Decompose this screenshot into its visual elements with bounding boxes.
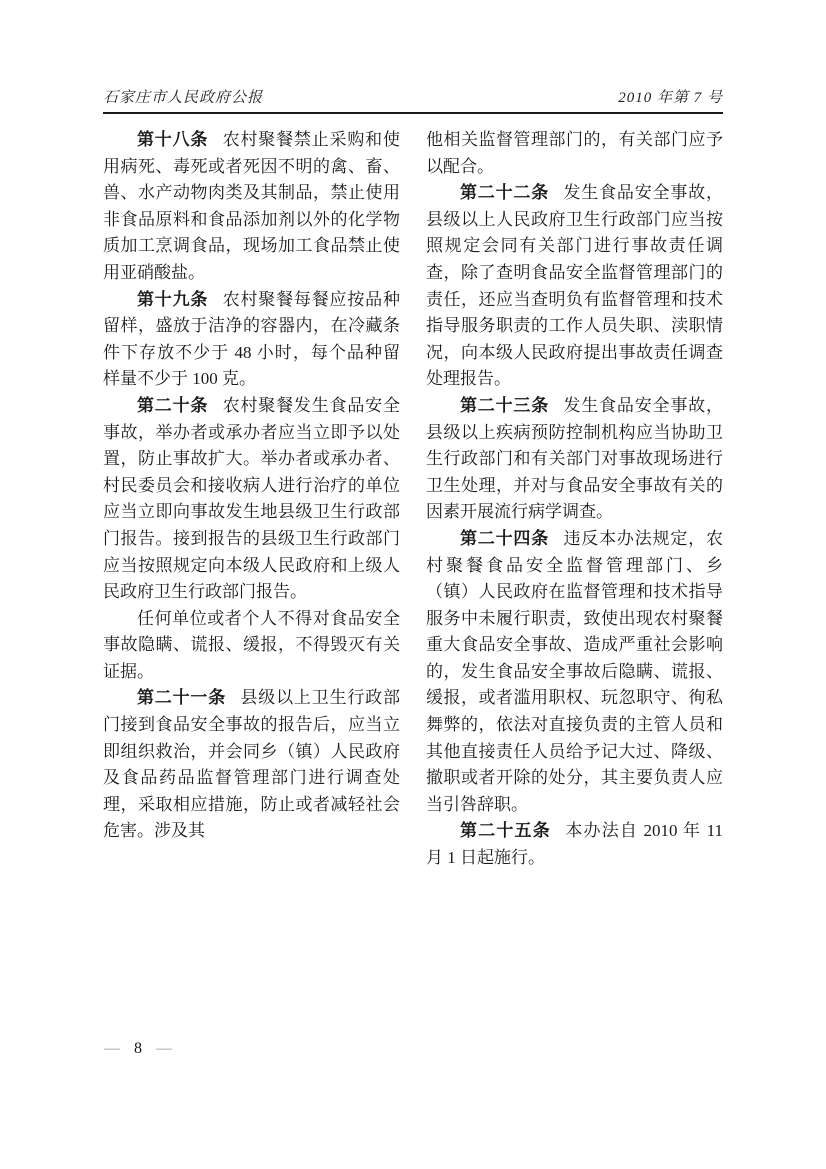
article-heading: 第十八条 [137, 130, 209, 149]
article-paragraph: 他相关监督管理部门的，有关部门应予以配合。 [426, 130, 723, 176]
article-paragraph: 第二十一条 县级以上卫生行政部门接到食品安全事故的报告后，应当立即组织救治，并会同乡（镇）人民政府及食品药品监督管理部门进行调查处理，采取相应措施，防止或者减轻社会危害。涉及其 [103, 688, 400, 841]
footer-dash-left: — [104, 1040, 120, 1057]
article-heading: 第二十二条 [460, 183, 550, 203]
page-footer [104, 1040, 172, 1058]
page-header [103, 86, 723, 107]
article-paragraph: 第二十五条 本办法自 2010 年 11 月 1 日起施行。 [426, 821, 723, 868]
article-heading: 第二十三条 [460, 395, 550, 415]
article-heading: 第十九条 [137, 289, 209, 309]
article-heading: 第二十条 [137, 395, 209, 415]
article-paragraph: 第十八条 农村聚餐禁止采购和使用病死、毒死或者死因不明的禽、畜、兽、水产动物肉类及其制品，禁止使用非食品原料和食品添加剂以外的化学物质加工烹调食品，现场加工食品禁止使用亚硝酸盐。 [103, 130, 400, 282]
article-heading: 第二十五条 [460, 821, 551, 841]
article-paragraph: 第二十条 农村聚餐发生食品安全事故，举办者或承办者应当立即予以处置，防止事故扩大。举办者或承办者、村民委员会和接收病人进行治疗的单位应当立即向事故发生地县级卫生行政部门报告。接到报告的县级卫生行政部门应当按照规定向本级人民政府和上级人民政府卫生行政部门报告。 [103, 395, 400, 602]
article-heading: 第二十一条 [137, 688, 227, 708]
article-paragraph: 第二十四条 违反本办法规定，农村聚餐食品安全监督管理部门、乡（镇）人民政府在监督管理和技术指导服务中未履行职责，致使出现农村聚餐重大食品安全事故、造成严重社会影响的，发生食品安全事故后隐瞒、谎报、缓报，或者滥用职权、玩忽职守、徇私舞弊的，依法对直接负责的主管人员和其他直接责任人员给予记大过、降级、撤职或者开除的处分，其主要负责人应当引咎辞职。 [426, 528, 723, 814]
right-column [426, 127, 723, 872]
header-rule [103, 112, 723, 114]
footer-dash-right: — [156, 1040, 172, 1057]
header-publication-title: 石家庄市人民政府公报 [103, 90, 264, 106]
page-number: 8 [134, 1040, 142, 1057]
header-issue-number: 2010 年第 7 号 [618, 90, 723, 106]
article-paragraph: 第二十三条 发生食品安全事故，县级以上疾病预防控制机构应当协助卫生行政部门和有关部门对事故现场进行卫生处理，并对与食品安全事故有关的因素开展流行病学调查。 [426, 395, 723, 522]
left-column [103, 127, 400, 872]
article-paragraph: 任何单位或者个人不得对食品安全事故隐瞒、谎报、缓报，不得毁灭有关证据。 [103, 608, 400, 681]
article-columns [103, 127, 723, 872]
article-paragraph: 第二十二条 发生食品安全事故，县级以上人民政府卫生行政部门应当按照规定会同有关部门进行事故责任调查，除了查明食品安全监督管理部门的责任，还应当查明负有监督管理和技术指导服务职责的工作人员失职、渎职情况，向本级人民政府提出事故责任调查处理报告。 [426, 183, 723, 389]
article-heading: 第二十四条 [460, 528, 550, 548]
article-paragraph: 第十九条 农村聚餐每餐应按品种留样，盛放于洁净的容器内，在冷藏条件下存放不少于 48 小时，每个品种留样量不少于 100 克。 [103, 289, 400, 389]
